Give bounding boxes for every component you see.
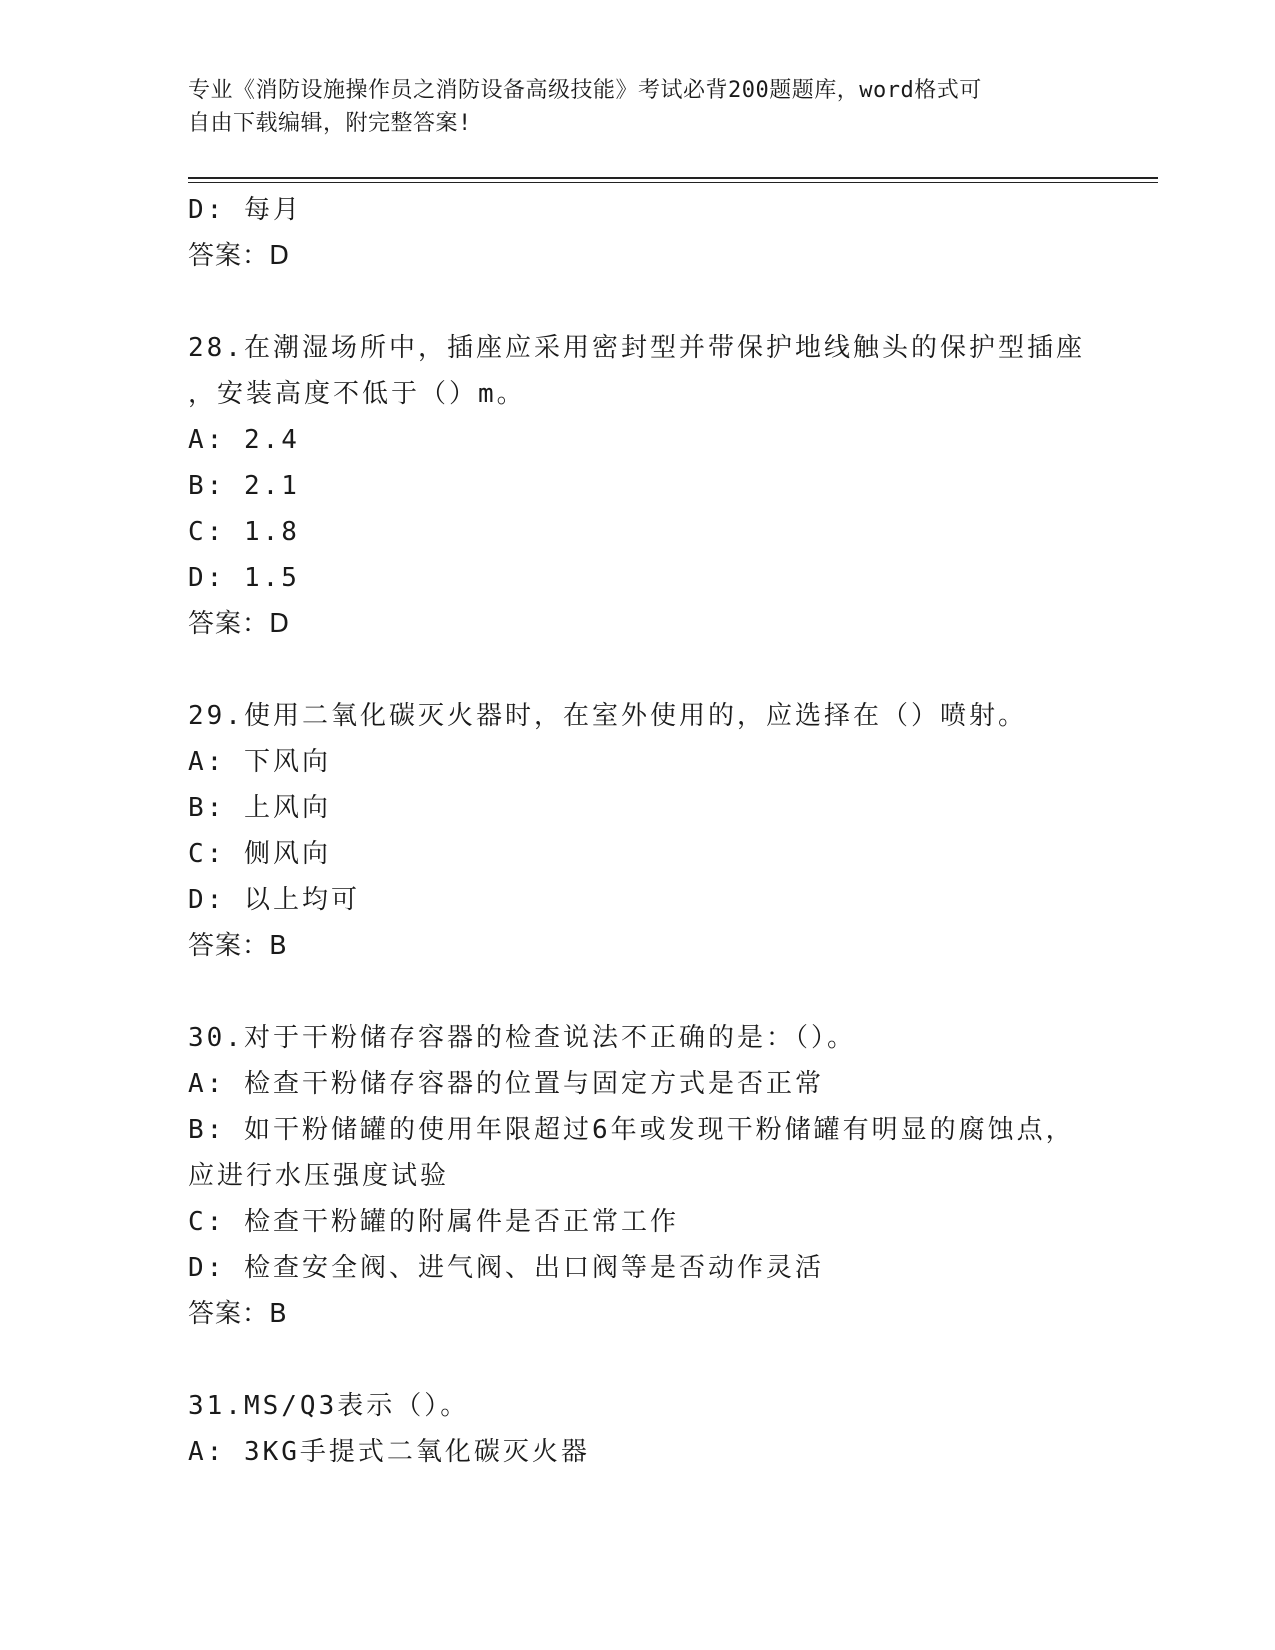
q28-stem-line-1: 28.在潮湿场所中，插座应采用密封型并带保护地线触头的保护型插座 [188,333,1085,363]
question-list [188,187,1088,1475]
q28-option-a: A: 2.4 [188,425,300,455]
q28-stem-line-2: ，安装高度不低于（）m。 [188,379,526,409]
q30-stem-line-1: 30.对于干粉储存容器的检查说法不正确的是：（）。 [188,1023,856,1053]
q29-answer: 答案：B [188,931,288,961]
q28-option-c: C: 1.8 [188,517,300,547]
header-title-line-2: 自由下载编辑，附完整答案! [188,111,472,136]
q29-option-d: D: 以上均可 [188,885,360,915]
spacer [188,647,1088,693]
q28-answer: 答案：D [188,609,291,639]
q29-stem-line-1: 29.使用二氧化碳灭火器时，在室外使用的，应选择在（）喷射。 [188,701,1027,731]
header-rule-thin [188,182,1158,183]
spacer [188,279,1088,325]
q30-option-b-line-2: 应进行水压强度试验 [188,1161,450,1191]
header-title-line-1: 专业《消防设施操作员之消防设备高级技能》考试必背200题题库，word格式可 [188,78,982,103]
q27-option-d: D: 每月 [188,195,302,225]
document-header [188,74,1088,140]
q28-option-b: B: 2.1 [188,471,300,501]
q29-option-b: B: 上风向 [188,793,331,823]
q29-option-c: C: 侧风向 [188,839,331,869]
q31-option-a: A: 3KG手提式二氧化碳灭火器 [188,1437,590,1467]
q28-option-d: D: 1.5 [188,563,300,593]
q30-option-d: D: 检查安全阀、进气阀、出口阀等是否动作灵活 [188,1253,824,1283]
q30-option-c: C: 检查干粉罐的附属件是否正常工作 [188,1207,679,1237]
q30-answer: 答案：B [188,1299,288,1329]
q29-option-a: A: 下风向 [188,747,331,777]
spacer [188,1337,1088,1383]
header-rule-thick [188,177,1158,179]
q30-option-a: A: 检查干粉储存容器的位置与固定方式是否正常 [188,1069,824,1099]
spacer [188,969,1088,1015]
q31-stem-line-1: 31.MS/Q3表示（）。 [188,1391,470,1421]
q27-answer: 答案：D [188,241,291,271]
q30-option-b-line-1: B: 如干粉储罐的使用年限超过6年或发现干粉储罐有明显的腐蚀点， [188,1115,1075,1145]
